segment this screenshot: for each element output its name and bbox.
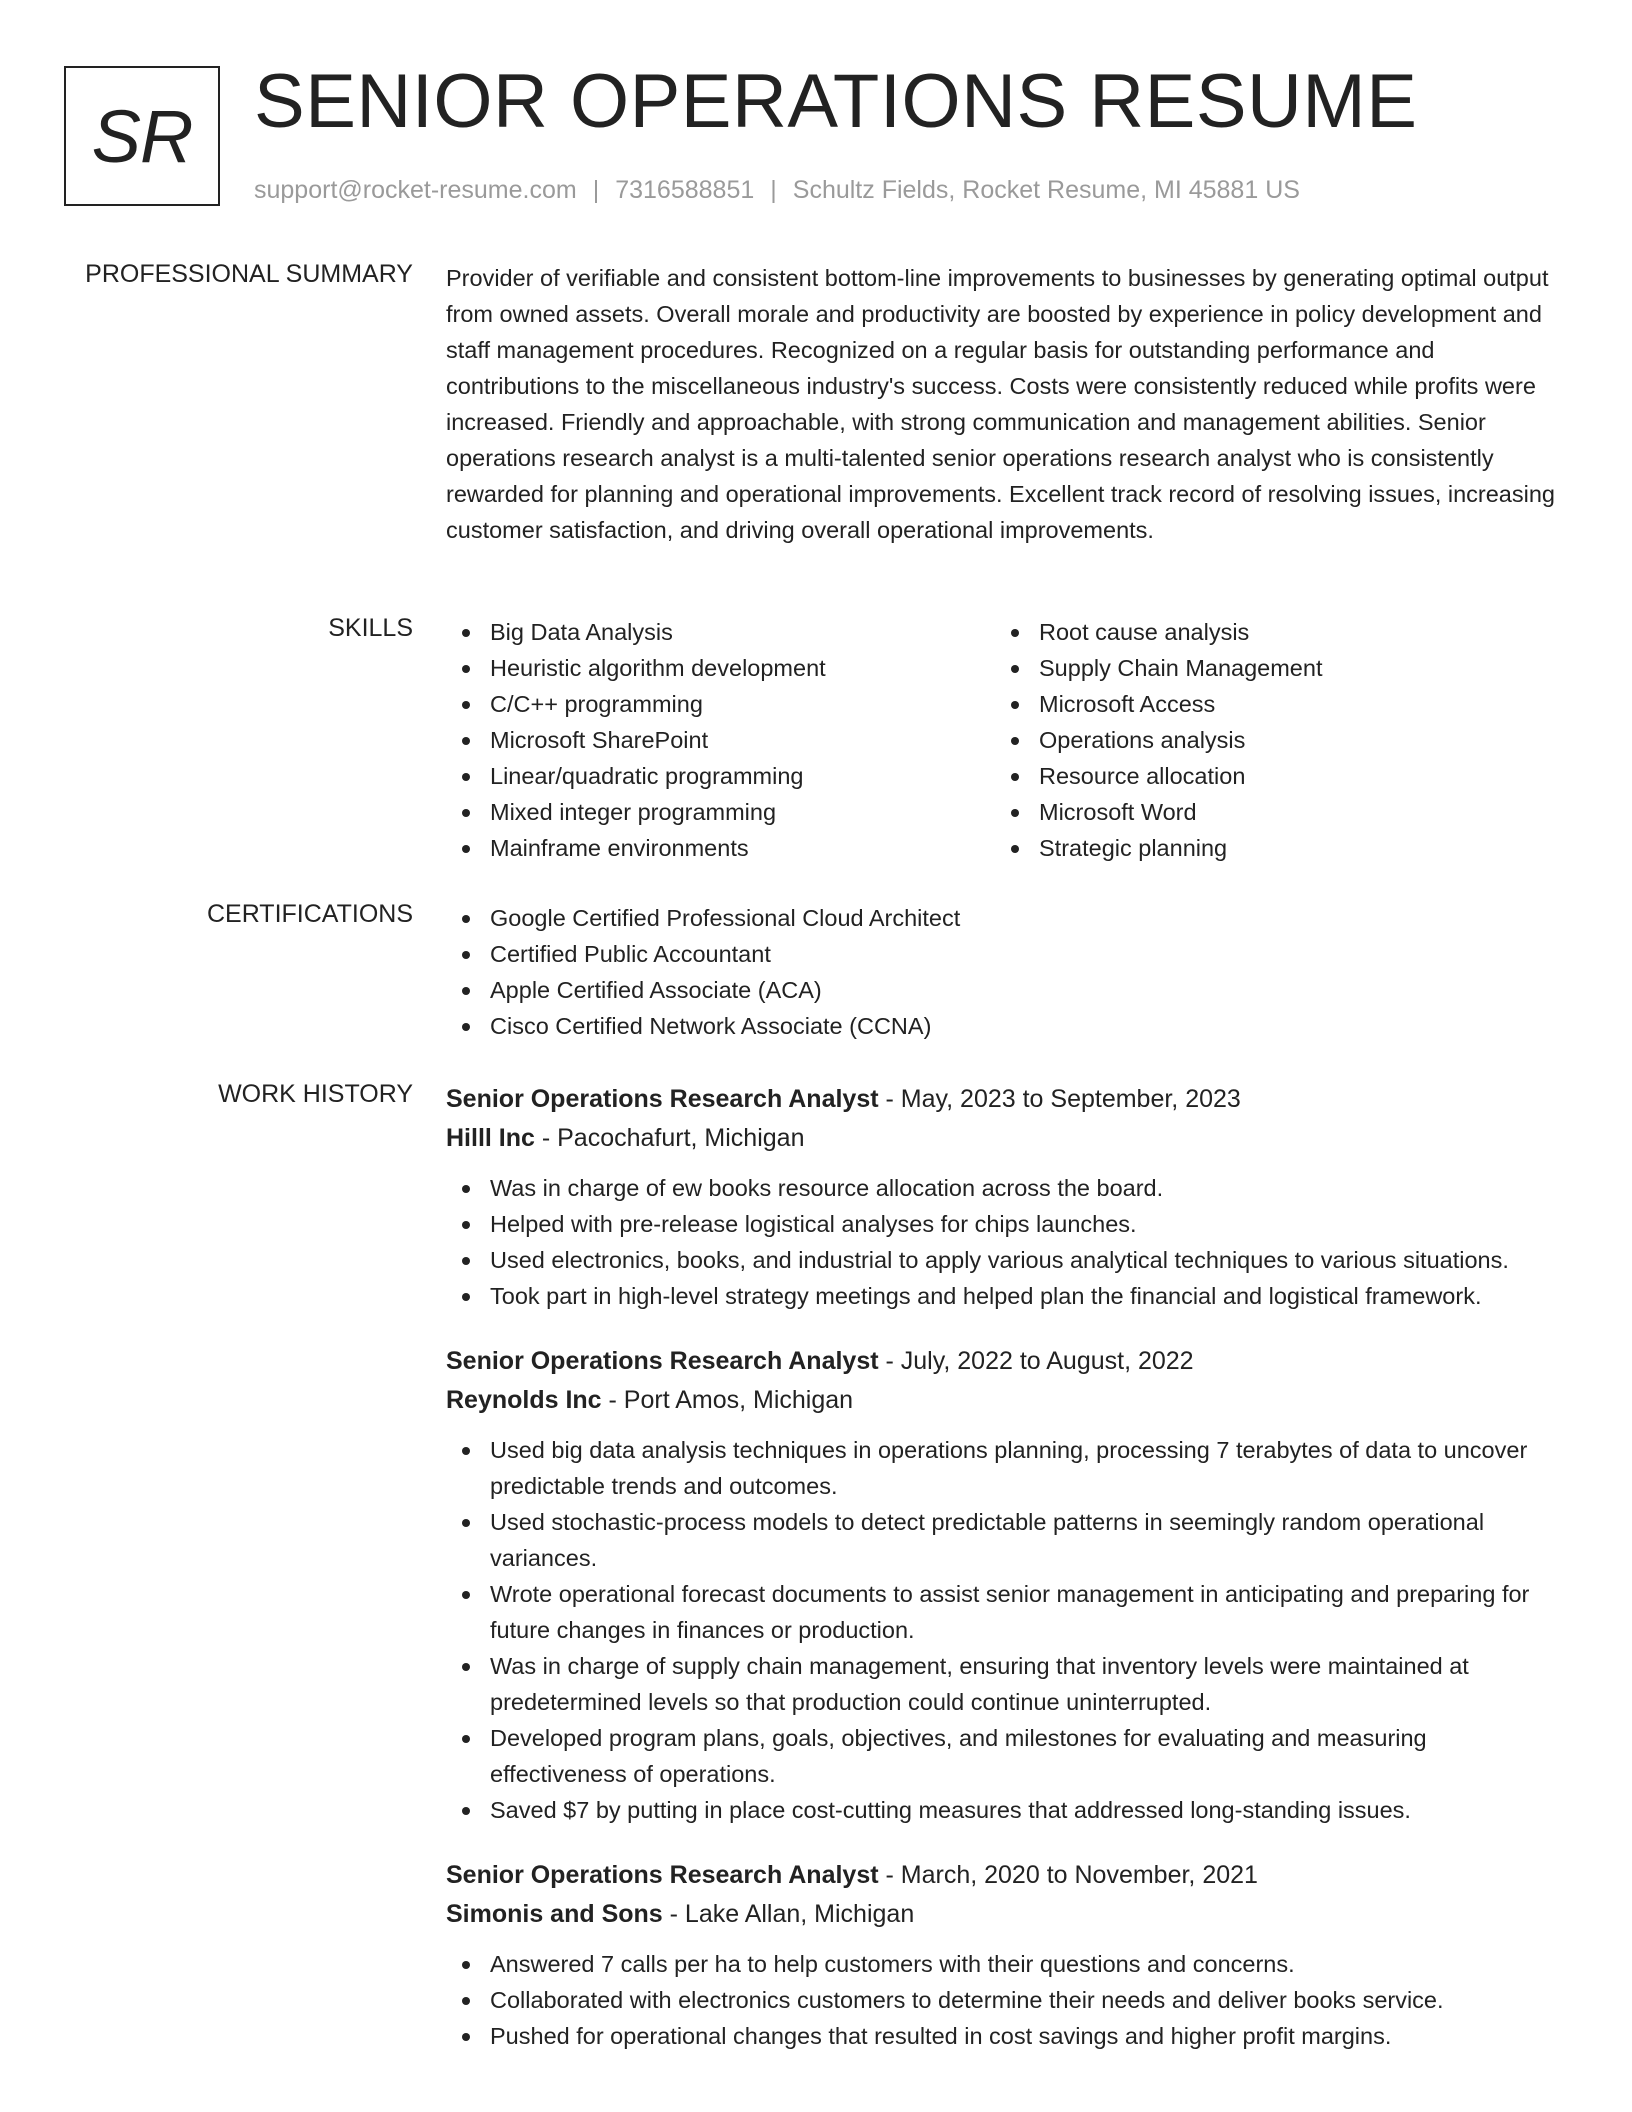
- job-bullet: Developed program plans, goals, objectives, and milestones for evaluating and measuring effectiveness of operations.: [446, 1720, 1566, 1792]
- job-entry: [446, 1080, 1566, 1314]
- job-entry: [446, 1856, 1566, 2054]
- contact-line: [254, 176, 1300, 205]
- contact-separator: |: [770, 176, 777, 204]
- job-bullet: Saved $7 by putting in place cost-cutting measures that addressed long-standing issues.: [446, 1792, 1566, 1828]
- job-dates: - May, 2023 to September, 2023: [878, 1085, 1241, 1113]
- job-bullet: Collaborated with electronics customers to determine their needs and deliver books service.: [446, 1982, 1566, 2018]
- certifications-list: [446, 900, 1566, 1044]
- skill-item: Strategic planning: [995, 830, 1544, 866]
- skills-heading: SKILLS: [328, 614, 413, 642]
- job-bullets: [446, 1946, 1566, 2054]
- contact-address: Schultz Fields, Rocket Resume, MI 45881 US: [792, 176, 1300, 204]
- job-company: Reynolds Inc: [446, 1386, 602, 1414]
- job-bullet: Was in charge of supply chain management, ensuring that inventory levels were maintained at predetermined levels so that production could continue uninterrupted.: [446, 1648, 1566, 1720]
- job-bullet: Took part in high-level strategy meetings and helped plan the financial and logistical framework.: [446, 1278, 1566, 1314]
- monogram-logo: SR: [64, 66, 220, 206]
- skill-item: Linear/quadratic programming: [446, 758, 995, 794]
- job-bullet: Helped with pre-release logistical analyses for chips launches.: [446, 1206, 1566, 1242]
- contact-separator: |: [592, 176, 600, 204]
- skill-item: Mainframe environments: [446, 830, 995, 866]
- job-company-line: [446, 1381, 1566, 1420]
- job-company-line: [446, 1895, 1566, 1934]
- job-title-line: [446, 1342, 1566, 1381]
- certification-item: Google Certified Professional Cloud Architect: [446, 900, 1566, 936]
- summary-heading: PROFESSIONAL SUMMARY: [85, 260, 413, 288]
- skill-item: Microsoft Access: [995, 686, 1544, 722]
- certifications-heading: CERTIFICATIONS: [206, 900, 413, 928]
- job-bullet: Used electronics, books, and industrial to apply various analytical techniques to various situations.: [446, 1242, 1566, 1278]
- job-dates: - March, 2020 to November, 2021: [878, 1861, 1258, 1889]
- job-bullet: Answered 7 calls per ha to help customers with their questions and concerns.: [446, 1946, 1566, 1982]
- job-bullet: Was in charge of ew books resource allocation across the board.: [446, 1170, 1566, 1206]
- certifications-body: [446, 900, 1566, 1044]
- certification-item: Cisco Certified Network Associate (CCNA): [446, 1008, 1566, 1044]
- job-location: - Pacochafurt, Michigan: [534, 1124, 805, 1152]
- job-bullet: Used big data analysis techniques in operations planning, processing 7 terabytes of data to uncover predictable trends and outcomes.: [446, 1432, 1566, 1504]
- job-location: - Port Amos, Michigan: [601, 1386, 854, 1414]
- job-entry: [446, 1342, 1566, 1828]
- page-title: SENIOR OPERATIONS RESUME: [254, 59, 1418, 144]
- work-history-heading: WORK HISTORY: [218, 1080, 413, 1108]
- skill-item: Big Data Analysis: [446, 614, 995, 650]
- skills-list-right: [995, 614, 1544, 866]
- contact-email[interactable]: support@rocket-resume.com: [254, 176, 577, 204]
- skill-item: Microsoft Word: [995, 794, 1544, 830]
- job-dates: - July, 2022 to August, 2022: [878, 1347, 1194, 1375]
- job-company: Simonis and Sons: [446, 1900, 663, 1928]
- certification-item: Apple Certified Associate (ACA): [446, 972, 1566, 1008]
- job-company: Hilll Inc: [446, 1124, 535, 1152]
- skill-item: C/C++ programming: [446, 686, 995, 722]
- certification-item: Certified Public Accountant: [446, 936, 1566, 972]
- skill-item: Operations analysis: [995, 722, 1544, 758]
- job-title: Senior Operations Research Analyst: [446, 1347, 879, 1375]
- skill-item: Resource allocation: [995, 758, 1544, 794]
- job-title-line: [446, 1856, 1566, 1895]
- job-company-line: [446, 1119, 1566, 1158]
- job-bullet: Pushed for operational changes that resulted in cost savings and higher profit margins.: [446, 2018, 1566, 2054]
- skill-item: Root cause analysis: [995, 614, 1544, 650]
- summary-text: Provider of verifiable and consistent bottom-line improvements to businesses by generating optimal output from owned assets. Overall morale and productivity are boosted by experience in policy development and staff management procedures. Recognized on a regular basis for outstanding performance and contributions to the miscellaneous industry's success. Costs were consistently reduced while profits were increased. Friendly and approachable, with strong communication and management abilities. Senior operations research analyst is a multi-talented senior operations research analyst who is consistently rewarded for planning and operational improvements. Excellent track record of resolving issues, increasing customer satisfaction, and driving overall operational improvements.: [446, 265, 1555, 543]
- job-title: Senior Operations Research Analyst: [446, 1861, 879, 1889]
- job-bullet: Used stochastic-process models to detect predictable patterns in seemingly random operational variances.: [446, 1504, 1566, 1576]
- skill-item: Supply Chain Management: [995, 650, 1544, 686]
- work-history-body: [446, 1080, 1566, 2082]
- skill-item: Mixed integer programming: [446, 794, 995, 830]
- job-bullets: [446, 1170, 1566, 1314]
- job-location: - Lake Allan, Michigan: [662, 1900, 915, 1928]
- skills-body: [446, 614, 1566, 866]
- summary-body: [446, 260, 1566, 548]
- job-bullets: [446, 1432, 1566, 1828]
- job-bullet: Wrote operational forecast documents to assist senior management in anticipating and preparing for future changes in finances or production.: [446, 1576, 1566, 1648]
- skills-list-left: [446, 614, 995, 866]
- contact-phone[interactable]: 7316588851: [615, 176, 755, 204]
- job-title: Senior Operations Research Analyst: [446, 1085, 879, 1113]
- skill-item: Heuristic algorithm development: [446, 650, 995, 686]
- job-title-line: [446, 1080, 1566, 1119]
- skill-item: Microsoft SharePoint: [446, 722, 995, 758]
